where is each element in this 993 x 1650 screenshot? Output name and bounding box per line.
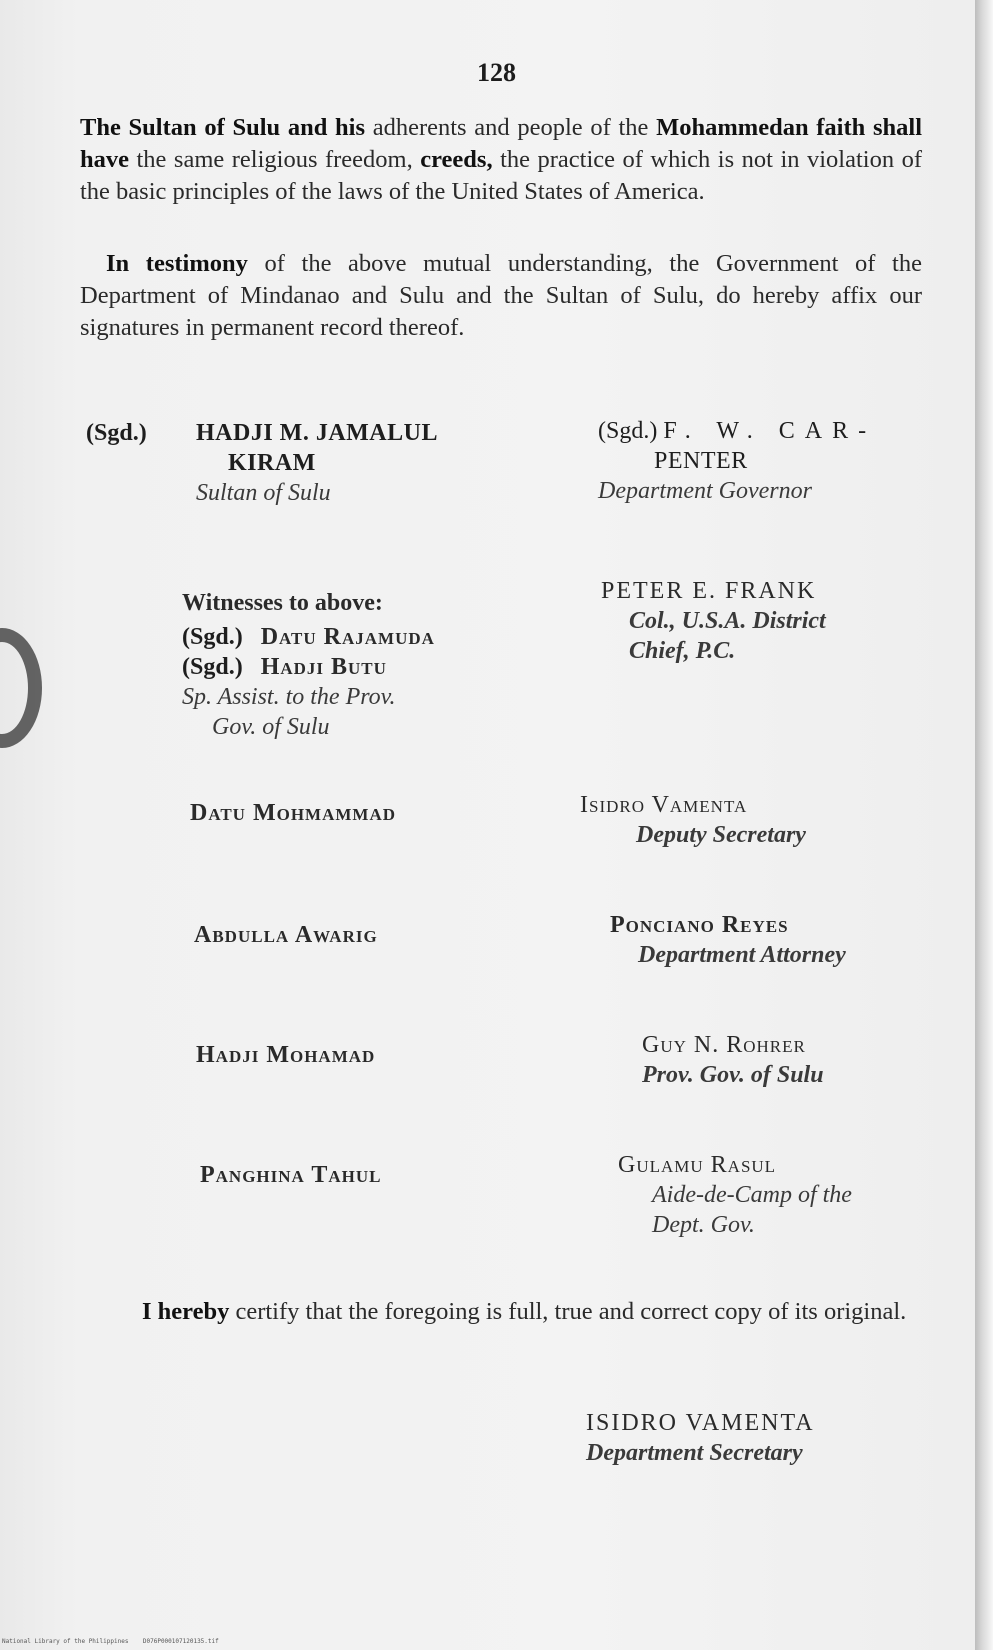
signatory-name: PENTER xyxy=(654,448,748,474)
signatory-name: KIRAM xyxy=(228,450,316,476)
signature-hadji-mohamad xyxy=(196,1040,375,1070)
paragraph-religious-freedom xyxy=(80,112,922,208)
signatory-name: Panghina Tahul xyxy=(200,1162,382,1188)
signatory-title: Sultan of Sulu xyxy=(196,480,331,506)
signatory-title: Dept. Gov. xyxy=(652,1212,755,1238)
signatory-name: Hadji Mohamad xyxy=(196,1042,376,1068)
paragraph-testimony xyxy=(80,248,922,344)
signatory-name: Gulamu Rasul xyxy=(618,1152,777,1178)
signature-awarig xyxy=(194,920,378,950)
signature-certifier xyxy=(586,1408,815,1468)
witness-title: Gov. of Sulu xyxy=(212,714,330,740)
sgd-mark: (Sgd.) xyxy=(86,420,147,446)
signatory-title: Deputy Secretary xyxy=(636,822,806,848)
signature-rasul xyxy=(618,1150,852,1240)
witnesses-heading: Witnesses to above: xyxy=(182,590,383,616)
signatory-title: Department Governor xyxy=(598,478,812,504)
signatory-name: Guy N. Rohrer xyxy=(642,1032,806,1058)
signatory-name: ISIDRO VAMENTA xyxy=(586,1410,815,1436)
paragraph-certification xyxy=(112,1296,954,1328)
paragraph-bold-lead: In testimony xyxy=(106,250,248,277)
signatory-title: Prov. Gov. of Sulu xyxy=(642,1062,824,1088)
paragraph-text: the practice of which is not in violation of the basic principles of the laws of the United States of America. xyxy=(80,146,923,205)
signature-frank xyxy=(601,576,826,666)
signatory-title: Department Secretary xyxy=(586,1440,803,1466)
page-edge xyxy=(975,0,993,1650)
signature-datu-mohmammad xyxy=(190,798,396,828)
signature-vamenta-deputy xyxy=(580,790,806,850)
signature-sultan-name xyxy=(196,418,438,508)
paragraph-text: certify that the foregoing is full, true and correct copy of its original. xyxy=(229,1298,907,1325)
paragraph-text: the same religious freedom, xyxy=(129,146,421,173)
signatory-name: PETER E. FRANK xyxy=(601,578,817,604)
paragraph-bold-text: Mohammedan faith shall have xyxy=(80,114,922,173)
paragraph-bold-lead: The Sultan of Sulu and his xyxy=(80,114,366,141)
signature-rohrer xyxy=(642,1030,824,1090)
paragraph-text: of the above mutual understanding, the Government of the Department of Mindanao and Sulu and the Sultan of Sulu, do hereby affix our signatures in permanent record thereof. xyxy=(80,250,922,341)
witness-name: Datu Rajamuda xyxy=(260,624,435,650)
signatory-name: F. W. CAR- xyxy=(663,418,877,444)
witnesses-block xyxy=(182,588,435,742)
signatory-name: Ponciano Reyes xyxy=(610,912,789,938)
signature-sultan xyxy=(86,418,147,448)
signatory-title: Chief, P.C. xyxy=(629,638,736,664)
paragraph-bold-lead: I hereby xyxy=(142,1298,230,1325)
sgd-mark: (Sgd.) xyxy=(182,624,243,650)
signatory-title: Aide-de-Camp of the xyxy=(652,1182,852,1208)
signatory-name: Abdulla Awarig xyxy=(194,922,378,948)
sgd-mark: (Sgd.) xyxy=(598,418,658,444)
signatory-name: Datu Mohmammad xyxy=(190,800,397,826)
signature-reyes xyxy=(610,910,846,970)
signature-tahul xyxy=(200,1160,382,1190)
scan-footer: National Library of the Philippines D076P000107120135.tif xyxy=(2,1638,219,1645)
sgd-mark: (Sgd.) xyxy=(182,654,243,680)
witness-title: Sp. Assist. to the Prov. xyxy=(182,684,396,710)
signatory-name: HADJI M. JAMALUL xyxy=(196,420,438,446)
signatory-title: Department Attorney xyxy=(638,942,846,968)
page-number: 128 xyxy=(477,58,516,87)
signature-carpenter xyxy=(598,416,898,506)
witness-name: Hadji Butu xyxy=(260,654,387,680)
paragraph-text: adherents and people of the xyxy=(365,114,657,141)
paragraph-bold-text: creeds, xyxy=(420,146,493,173)
signatory-title: Col., U.S.A. District xyxy=(629,608,826,634)
signatory-name: Isidro Vamenta xyxy=(580,792,748,818)
